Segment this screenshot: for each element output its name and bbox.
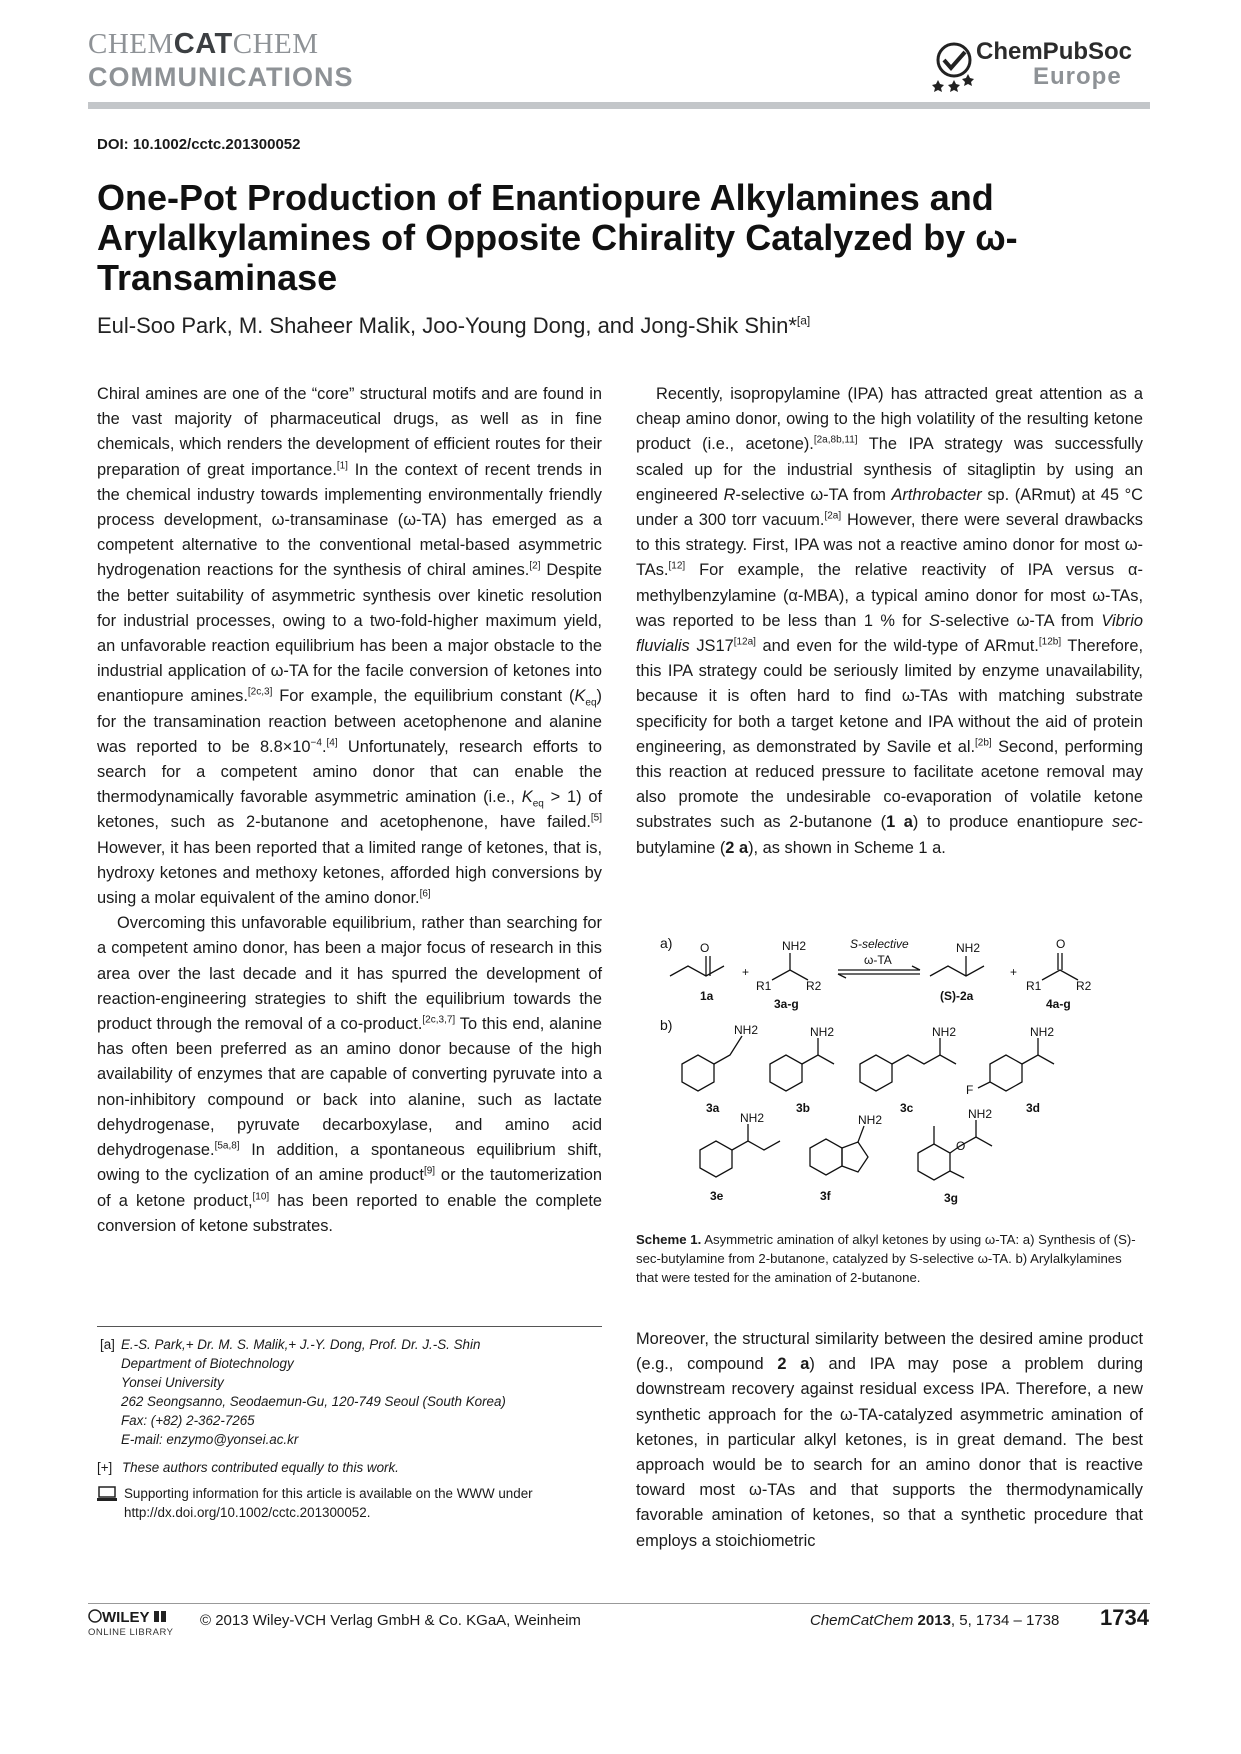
- publisher-logo[interactable]: [932, 36, 1152, 96]
- header-rule: [88, 102, 1150, 109]
- article-title: One-Pot Production of Enantiopure Alkylamines and Arylalkylamines of Opposite Chirality Catalyzed by ω-Transaminase: [97, 177, 1018, 298]
- wiley-logo[interactable]: WILEY: [88, 1609, 167, 1625]
- label-3g: 3g: [944, 1191, 959, 1205]
- nh2-group: NH2: [734, 1023, 759, 1037]
- r1-group: R1: [756, 979, 772, 993]
- scheme-1-figure: [660, 928, 1150, 1238]
- page-number: 1734: [1100, 1605, 1149, 1630]
- book-icon: [153, 1609, 167, 1623]
- affil-line: 262 Seongsanno, Seodaemun-Gu, 120-749 Seoul (South Korea): [121, 1394, 506, 1409]
- affil-line: Department of Biotechnology: [121, 1356, 294, 1371]
- equal-contribution-footnote: [+] These authors contributed equally to this work.: [97, 1460, 399, 1475]
- label-3c: 3c: [900, 1101, 914, 1115]
- nh2-group: NH2: [932, 1025, 957, 1039]
- arrow-bottom-label: ω-TA: [864, 953, 892, 967]
- publisher-name: ChemPubSoc: [976, 38, 1133, 65]
- right-column: [636, 382, 1143, 861]
- wiley-online-library: ONLINE LIBRARY: [88, 1627, 174, 1638]
- label-3e: 3e: [710, 1189, 724, 1203]
- label-s-2a: (S)-2a: [940, 989, 974, 1003]
- authors: Eul-Soo Park, M. Shaheer Malik, Joo-Young Dong, and Jong-Shik Shin*[a]: [97, 313, 811, 338]
- label-3a-g: 3a-g: [774, 997, 799, 1011]
- label-3f: 3f: [820, 1189, 831, 1203]
- footnote-rule: [97, 1326, 602, 1327]
- label-3d: 3d: [1026, 1101, 1041, 1115]
- paragraph-2: Overcoming this unfavorable equilibrium, rather than searching for a competent amino donor, has been a major focus of research in this area over the last decade and it has spurred the development of reaction-engineering strategies to shift the equilibrium towards the product through the removal of a co-product.[2c,3,7] To this end, alanine has often been preferred as an amino donor because of the high availability of enzymes that are capable of converting pyruvate into a non-inhibitory compound or back into alanine, such as lactate dehydrogenase, pyruvate decarboxylase, and amino acid dehydrogenase.[5a,8] In addition, a spontaneous equilibrium shift, owing to the cyclization of an amine product[9] or the tautomerization of a ketone product,[10] has been reported to enable the complete conversion of ketone substrates.: [97, 914, 602, 1235]
- paragraph-1: Chiral amines are one of the “core” structural motifs and are found in the vast majority of pharmaceutical drugs, as well as in fine chemicals, which renders the development of efficient routes for their preparation of great importance.[1] In the context of recent trends in the chemical industry towards implementing environmentally friendly process development, ω-transaminase (ω-TA) has emerged as a competent alternative to the conventional metal-based asymmetric hydrogenation reactions for the synthesis of chiral amines.[2] Despite the better suitability of asymmetric synthesis over kinetic resolution for industrial processes, owing to a two-fold-higher maximum yield, an unfavorable reaction equilibrium has been a major obstacle to the industrial application of ω-TA for the facile conversion of ketones into enantiopure amines.[2c,3] For example, the equilibrium constant $(K_{eq})$ for the transamination reaction between acetophenone and alanine was reported to be $8.8\times 10^{-4}.[4]$ Unfortunately, research efforts to search for a competent amino donor that can enable the thermodynamically favorable asymmetric amination (i.e., $K_{eq} > 1$) of ketones, such as 2-butanone and acetophenone, have failed.[5] However, it has been reported that a limited range of ketones, that is, hydroxy ketones and methoxy ketones, afforded high conversions by using a molar equivalent of the amino donor.[6]: [97, 385, 603, 908]
- nh2-group: NH2: [1030, 1025, 1055, 1039]
- affil-line: E.-S. Park,+ Dr. M. S. Malik,+ J.-Y. Dong, Prof. Dr. J.-S. Shin: [121, 1337, 481, 1352]
- r1-group: R1: [1026, 979, 1042, 993]
- supporting-info-text: Supporting information for this article is available on the WWW under: [124, 1486, 533, 1501]
- affil-line: Fax: (+82) 2-362-7265: [121, 1413, 255, 1428]
- footnote-label: [a]: [100, 1337, 115, 1352]
- plus-sign: +: [1010, 965, 1018, 979]
- journal-section: COMMUNICATIONS: [88, 62, 354, 92]
- atom-o: O: [1056, 937, 1066, 951]
- nh2-group: NH2: [968, 1107, 993, 1121]
- citation: ChemCatChem 2013, 5, 1734 – 1738: [810, 1612, 1060, 1629]
- publisher-star-icon: [932, 36, 976, 92]
- label-3b: 3b: [796, 1101, 811, 1115]
- affil-line: Yonsei University: [121, 1375, 224, 1390]
- nh2-group: NH2: [810, 1025, 835, 1039]
- supporting-info-link[interactable]: http://dx.doi.org/10.1002/cctc.201300052.: [124, 1505, 371, 1520]
- journal-name: CHEMCATCHEM: [88, 28, 319, 60]
- panel-a-label: a): [660, 935, 673, 951]
- paragraph-3: Recently, isopropylamine (IPA) has attracted great attention as a cheap amino donor, owing to the high volatility of the resulting ketone product (i.e., acetone).[2a,8b,11] The IPA strategy was successfully scaled up for the industrial synthesis of sitagliptin by using an engineered R-selective ω-TA from Arthrobacter sp. (ARmut) at 45 °C under a 300 torr vacuum.[2a] However, there were several drawbacks to this strategy. First, IPA was not a reactive amino donor for most ω-TAs.[12] For example, the relative reactivity of IPA versus α-methylbenzylamine (α-MBA), a typical amino donor for most ω-TAs, was reported to be less than 1 % for S-selective ω-TA from Vibrio fluvialis JS17[12a] and even for the wild-type of ARmut.[12b] Therefore, this IPA strategy could be seriously limited by enzyme unavailability, because it is often hard to find ω-TAs with matching substrate specificity for both a target ketone and IPA without the aid of protein engineering, as demonstrated by Savile et al.[2b] Second, performing this reaction at reduced pressure to facilitate acetone removal may also promote the undesirable co-evaporation of volatile ketone substrates such as 2-butanone (1 a) to produce enantiopure sec-butylamine (2 a), as shown in Scheme 1 a.: [636, 385, 1144, 857]
- atom-o: O: [956, 1139, 966, 1153]
- footer-rule: [88, 1603, 1150, 1604]
- r2-group: R2: [806, 979, 822, 993]
- plus-sign: +: [742, 965, 750, 979]
- right-column-continued: [636, 1327, 1143, 1554]
- nh2-group: NH2: [740, 1111, 765, 1125]
- atom-f: F: [966, 1083, 974, 1097]
- footnote-label: [+]: [97, 1460, 113, 1475]
- paragraph-4: Moreover, the structural similarity between the desired amine product (e.g., compound 2 a) and IPA may pose a problem during downstream recovery against residual excess IPA. Therefore, a new synthetic approach for the ω-TA-catalyzed asymmetric amination of ketones, in particular alkyl ketones, is in great demand. The best approach would be to search for an amino donor that is reactive toward most ω-TAs and that supports the thermodynamically favorable amination of ketones, so that a synthetic procedure that employs a stoichiometric: [636, 1330, 1143, 1550]
- panel-b-label: b): [660, 1017, 673, 1033]
- label-3a: 3a: [706, 1101, 720, 1115]
- affil-email[interactable]: E-mail: enzymo@yonsei.ac.kr: [121, 1432, 299, 1447]
- copyright: © 2013 Wiley-VCH Verlag GmbH & Co. KGaA, Weinheim: [200, 1612, 581, 1629]
- left-column: [97, 382, 602, 1239]
- arrow-top-label: S-selective: [850, 937, 909, 951]
- label-1a: 1a: [700, 989, 714, 1003]
- label-4a-g: 4a-g: [1046, 997, 1071, 1011]
- wiley-mark-icon: [88, 1609, 102, 1623]
- nh2-group: NH2: [956, 941, 981, 955]
- scheme-caption: Scheme 1. Asymmetric amination of alkyl ketones by using ω-TA: a) Synthesis of (S)-sec-butylamine from 2-butanone, catalyzed by S-selective ω-TA. b) Arylalkylamines that were tested for the amination of 2-butanone.: [636, 1232, 1136, 1285]
- publisher-region: Europe: [1033, 63, 1122, 90]
- atom-o: O: [700, 941, 710, 955]
- computer-icon: [97, 1486, 117, 1502]
- doi[interactable]: DOI: 10.1002/cctc.201300052: [97, 136, 301, 153]
- nh2-group: NH2: [858, 1113, 883, 1127]
- nh2-group: NH2: [782, 939, 807, 953]
- r2-group: R2: [1076, 979, 1092, 993]
